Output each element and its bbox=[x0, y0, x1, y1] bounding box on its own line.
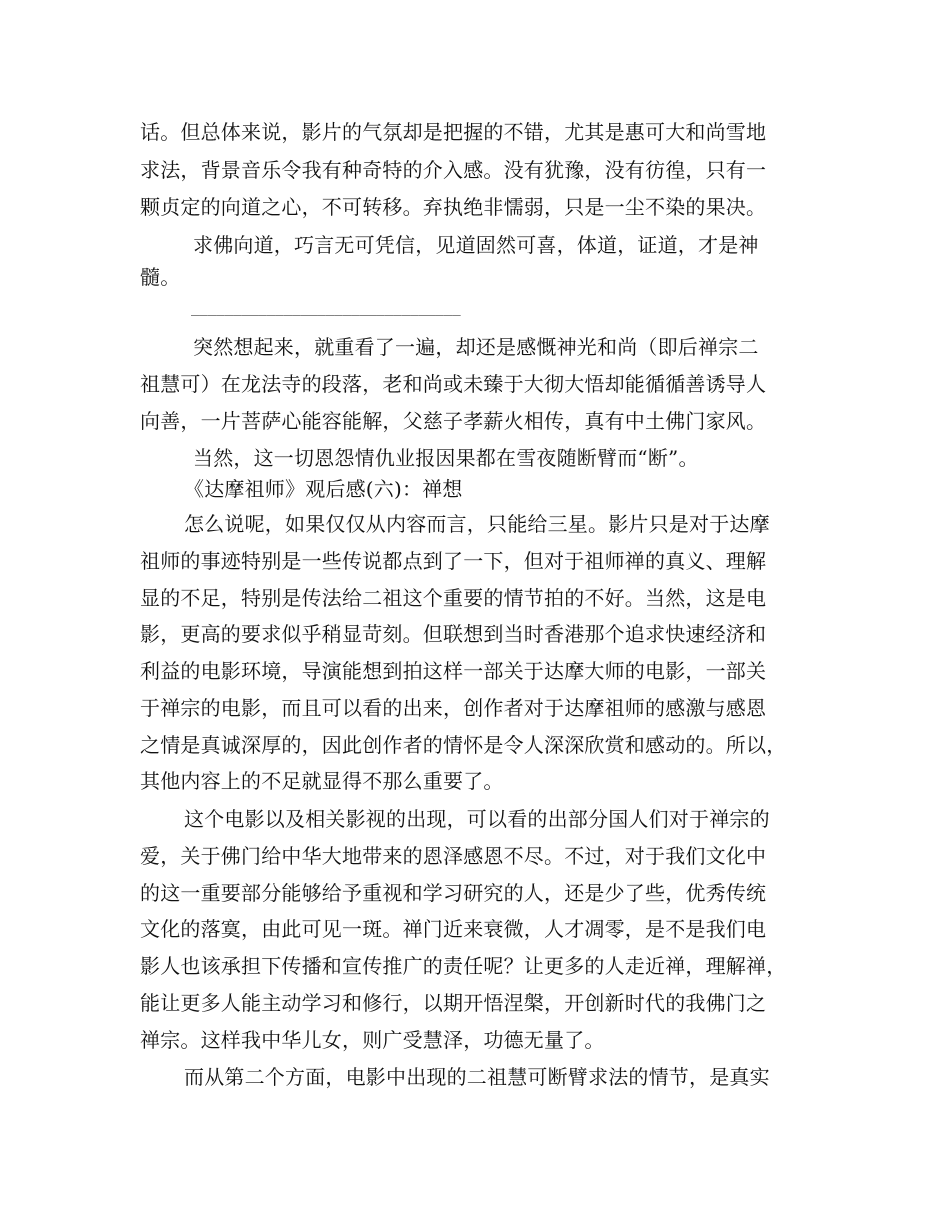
separator-line: ________________________________ bbox=[191, 300, 461, 316]
text-line: 祖师的事迹特别是一些传说都点到了一下，但对于祖师禅的真义、理解 bbox=[140, 549, 767, 573]
text-line: 其他内容上的不足就显得不那么重要了。 bbox=[140, 769, 504, 793]
text-line: 祖慧可）在龙法寺的段落，老和尚或未臻于大彻大悟却能循循善诱导人 bbox=[140, 372, 767, 396]
text-line: 利益的电影环境，导演能想到拍这样一部关于达摩大师的电影，一部关 bbox=[140, 659, 767, 683]
text-line: 的这一重要部分能够给予重视和学习研究的人，还是少了些，优秀传统 bbox=[140, 881, 767, 905]
text-line: 而从第二个方面，电影中出现的二祖慧可断臂求法的情节，是真实 bbox=[184, 1065, 770, 1089]
text-line: 于禅宗的电影，而且可以看的出来，创作者对于达摩祖师的感激与感恩 bbox=[140, 696, 767, 720]
text-line: 影，更高的要求似乎稍显苛刻。但联想到当时香港那个追求快速经济和 bbox=[140, 622, 767, 646]
text-line: 怎么说呢，如果仅仅从内容而言，只能给三星。影片只是对于达摩 bbox=[184, 512, 770, 536]
text-line: 之情是真诚深厚的，因此创作者的情怀是令人深深欣赏和感动的。所以， bbox=[140, 733, 787, 757]
section-title: 《达摩祖师》观后感(六)：禅想 bbox=[184, 477, 463, 501]
text-line: 求法，背景音乐令我有种奇特的介入感。没有犹豫，没有彷徨，只有一 bbox=[140, 158, 767, 182]
text-line: 禅宗。这样我中华儿女，则广受慧泽，功德无量了。 bbox=[140, 1028, 605, 1052]
text-line: 突然想起来，就重看了一遍，却还是感慨神光和尚（即后禅宗二 bbox=[193, 335, 759, 359]
text-line: 话。但总体来说，影片的气氛却是把握的不错，尤其是惠可大和尚雪地 bbox=[140, 120, 767, 144]
text-line: 向善，一片菩萨心能容能解，父慈子孝薪火相传，真有中土佛门家风。 bbox=[140, 409, 767, 433]
text-line: 颗贞定的向道之心，不可转移。弃执绝非懦弱，只是一尘不染的果决。 bbox=[140, 195, 767, 219]
text-line: 影人也该承担下传播和宣传推广的责任呢？让更多的人走近禅，理解禅， bbox=[140, 954, 787, 978]
text-line: 文化的落寞，由此可见一斑。禅门近来衰微，人才凋零，是不是我们电 bbox=[140, 917, 767, 941]
text-line: 能让更多人能主动学习和修行，以期开悟涅槃，开创新时代的我佛门之 bbox=[140, 991, 767, 1015]
text-line: 爱，关于佛门给中华大地带来的恩泽感恩不尽。不过，对于我们文化中 bbox=[140, 844, 767, 868]
text-line: 髓。 bbox=[140, 265, 181, 289]
text-line: 求佛向道，巧言无可凭信，见道固然可喜，体道，证道，才是神 bbox=[193, 233, 759, 257]
text-line: 显的不足，特别是传法给二祖这个重要的情节拍的不好。当然，这是电 bbox=[140, 586, 767, 610]
text-line: 这个电影以及相关影视的出现，可以看的出部分国人们对于禅宗的 bbox=[184, 807, 770, 831]
text-line: 当然，这一切恩怨情仇业报因果都在雪夜随断臂而“断”。 bbox=[193, 446, 699, 470]
